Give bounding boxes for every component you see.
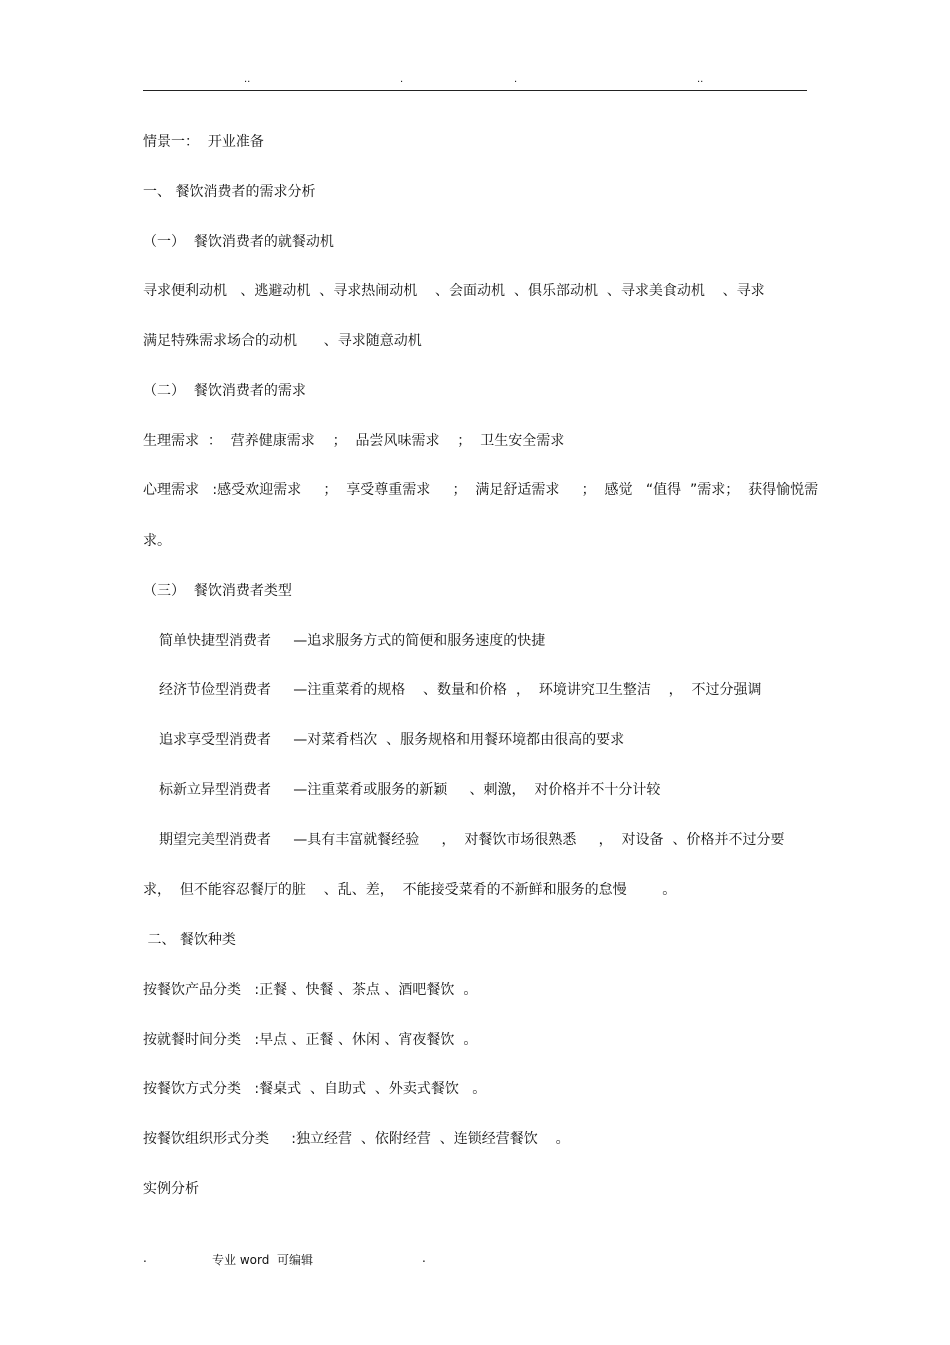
paragraph-line: 按餐饮产品分类 :正餐 、快餐 、茶点 、酒吧餐饮 。: [143, 982, 478, 998]
subsection-heading: （三） 餐饮消费者类型: [143, 583, 292, 599]
list-item: 简单快捷型消费者 —追求服务方式的简便和服务速度的快捷: [159, 633, 546, 649]
section-heading: 实例分析: [143, 1181, 199, 1197]
subsection-heading: （一） 餐饮消费者的就餐动机: [143, 234, 334, 250]
section-heading: 二、 餐饮种类: [143, 932, 236, 948]
paragraph-line: 按餐饮组织形式分类 :独立经营 、依附经营 、连锁经营餐饮 。: [143, 1131, 570, 1147]
list-item: 标新立异型消费者 —注重菜肴或服务的新颖 、刺激， 对价格并不十分计较: [159, 782, 661, 798]
footer-mark-left: .: [143, 1251, 147, 1265]
paragraph-line: 生理需求 ： 营养健康需求 ； 品尝风味需求 ； 卫生安全需求: [143, 433, 565, 449]
header-mark: .: [514, 74, 518, 85]
scene-title: 情景一： 开业准备: [143, 134, 264, 150]
section-heading: 一、 餐饮消费者的需求分析: [143, 184, 316, 200]
paragraph-line: 寻求便利动机 、逃避动机 、寻求热闹动机 、会面动机 、俱乐部动机 、寻求美食动机 、寻求: [143, 283, 765, 299]
header-mark: ..: [244, 74, 251, 85]
paragraph-line: 按餐饮方式分类 :餐桌式 、自助式 、外卖式餐饮 。: [143, 1081, 487, 1097]
footer-text: 专业 word 可编辑: [212, 1253, 313, 1267]
list-item: 经济节俭型消费者 —注重菜肴的规格 、数量和价格 ， 环境讲究卫生整洁 ， 不过分强调: [159, 682, 762, 698]
paragraph-line: 心理需求 :感受欢迎需求 ； 享受尊重需求 ； 满足舒适需求 ； 感觉 “值得 ”需求； 获得愉悦需: [143, 482, 819, 498]
subsection-heading: （二） 餐饮消费者的需求: [143, 383, 306, 399]
paragraph-line: 求。: [143, 533, 171, 549]
list-item: 追求享受型消费者 —对菜肴档次 、服务规格和用餐环境都由很高的要求: [159, 732, 625, 748]
list-item: 期望完美型消费者 —具有丰富就餐经验 ， 对餐饮市场很熟悉 ， 对设备 、价格并不过分要: [159, 832, 785, 848]
footer-mark-right: .: [422, 1251, 426, 1265]
paragraph-line: 求， 但不能容忍餐厅的脏 、乱、差， 不能接受菜肴的不新鲜和服务的怠慢 。: [143, 882, 677, 898]
paragraph-line: 满足特殊需求场合的动机 、寻求随意动机: [143, 333, 422, 349]
header-mark: .: [400, 74, 404, 85]
header-mark: ..: [697, 74, 704, 85]
paragraph-line: 按就餐时间分类 :早点 、正餐 、休闲 、宵夜餐饮 。: [143, 1032, 478, 1048]
page-header: [143, 74, 807, 91]
